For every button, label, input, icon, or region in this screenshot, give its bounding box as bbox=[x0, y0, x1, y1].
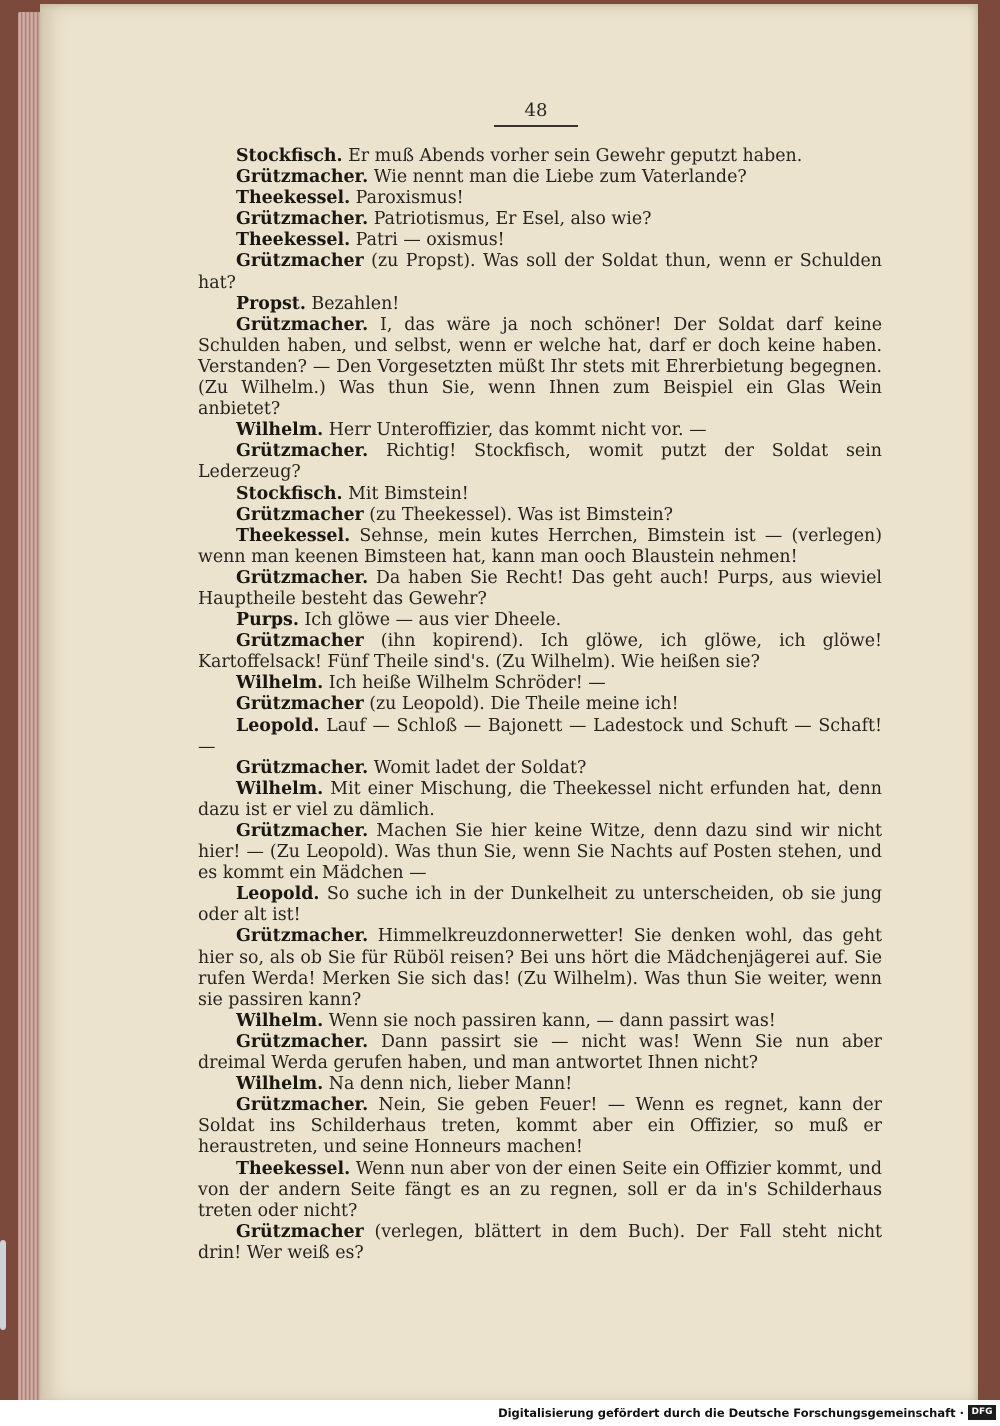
speech-text: Na denn nich, lieber Mann! bbox=[328, 1074, 573, 1095]
dialogue-paragraph bbox=[198, 1095, 882, 1158]
speaker-name: Wilhelm. bbox=[236, 1074, 324, 1095]
speech-text: I, das wäre ja noch schöner! Der Soldat darf keine Schulden haben, und selbst, wenn er welche hat, darf er doch keine haben. Verstanden? — Den Vorgesetzten müßt Ihr stets mit Ehrerbietung begegnen. (Zu Wilhelm.) Was thun Sie, wenn Ihnen zum Beispiel ein Glas Wein anbietet? bbox=[198, 314, 882, 420]
speaker-name: Grützmacher. bbox=[236, 821, 369, 841]
dialogue-paragraph bbox=[198, 251, 882, 293]
dialogue-paragraph bbox=[198, 167, 882, 188]
dialogue-paragraph bbox=[198, 526, 882, 568]
dialogue-paragraph bbox=[198, 1032, 882, 1074]
speech-text: Richtig! Stockfisch, womit putzt der Soldat sein Lederzeug? bbox=[198, 441, 882, 483]
speaker-name: Grützmacher bbox=[236, 694, 364, 715]
speaker-name: Grützmacher. bbox=[236, 1095, 369, 1116]
dialogue-paragraph bbox=[198, 146, 882, 167]
dialogue-paragraph bbox=[198, 294, 882, 315]
dialogue-paragraph bbox=[198, 441, 882, 483]
speech-text: Sehnse, mein kutes Herrchen, Bimstein ist — (verlegen) wenn man keenen Bimsteen hat, kann man ooch Blaustein nehmen! bbox=[198, 525, 882, 567]
speech-text: Machen Sie hier keine Witze, denn dazu sind wir nicht hier! — (Zu Leopold). Was thun Sie, wenn Sie Nachts auf Posten stehen, und es kommt ein Mädchen — bbox=[198, 821, 883, 884]
dialogue-paragraph bbox=[198, 188, 882, 209]
dfg-logo: DFG bbox=[968, 1405, 996, 1420]
dialogue-paragraph bbox=[198, 209, 882, 230]
speaker-name: Theekessel. bbox=[236, 1158, 351, 1179]
speech-text: Herr Unteroffizier, das kommt nicht vor. — bbox=[328, 420, 707, 441]
dialogue-paragraph bbox=[198, 230, 882, 251]
dialogue-paragraph bbox=[198, 1159, 882, 1222]
speech-text: (zu Theekessel). Was ist Bimstein? bbox=[369, 504, 673, 525]
speech-text: Wenn sie noch passiren kann, — dann passirt was! bbox=[328, 1010, 776, 1031]
speaker-name: Theekessel. bbox=[236, 188, 351, 209]
dialogue-paragraph bbox=[198, 758, 882, 779]
dialogue-text bbox=[198, 146, 882, 1264]
speaker-name: Stockfisch. bbox=[236, 483, 343, 504]
page-number: 48 bbox=[524, 100, 548, 121]
dialogue-paragraph bbox=[198, 926, 882, 1010]
speech-text: (zu Propst). Was soll der Soldat thun, wenn er Schulden hat? bbox=[198, 251, 882, 293]
dialogue-paragraph bbox=[198, 1011, 882, 1032]
speech-text: Himmelkreuzdonnerwetter! Sie denken wohl, das geht hier so, als ob Sie für Rüböl reisen? Bei uns hört die Mädchenjägerei auf. Sie rufen Werda! Merken Sie sich das! (Zu Wilhelm). Was thun Sie weiter, wenn sie passiren kann? bbox=[198, 926, 883, 1010]
speech-text: Ich glöwe — aus vier Dheele. bbox=[304, 610, 562, 631]
dialogue-paragraph bbox=[198, 484, 882, 505]
speech-text: Patriotismus, Er Esel, also wie? bbox=[373, 209, 652, 230]
dialogue-paragraph bbox=[198, 420, 882, 441]
speech-text: Er muß Abends vorher sein Gewehr geputzt haben. bbox=[348, 146, 803, 166]
speech-text: Wie nennt man die Liebe zum Vaterlande? bbox=[373, 167, 747, 188]
speaker-name: Grützmacher bbox=[236, 631, 364, 652]
speech-text: Nein, Sie geben Feuer! — Wenn es regnet, kann der Soldat ins Schilderhaus treten, kommt aber ein Offizier, so muß er heraustreten, und seine Honneurs machen! bbox=[198, 1095, 882, 1158]
speech-text: (verlegen, blättert in dem Buch). Der Fall steht nicht drin! Wer weiß es? bbox=[198, 1221, 883, 1263]
dialogue-paragraph bbox=[198, 1222, 882, 1264]
speech-text: (ihn kopirend). Ich glöwe, ich glöwe, ich glöwe! Kartoffelsack! Fünf Theile sind's. (Zu Wilhelm). Wie heißen sie? bbox=[198, 631, 883, 673]
speaker-name: Purps. bbox=[236, 610, 299, 631]
speaker-name: Stockfisch. bbox=[236, 146, 343, 166]
speaker-name: Grützmacher bbox=[236, 1221, 364, 1242]
credit-footer bbox=[0, 1400, 1000, 1426]
dialogue-paragraph bbox=[198, 315, 882, 420]
speaker-name: Wilhelm. bbox=[236, 420, 324, 441]
speaker-name: Grützmacher. bbox=[236, 926, 369, 947]
dialogue-paragraph bbox=[198, 884, 882, 926]
dialogue-paragraph bbox=[198, 1074, 882, 1095]
viewer-scrollbar[interactable] bbox=[0, 1240, 6, 1330]
dialogue-paragraph bbox=[198, 631, 882, 673]
dialogue-paragraph bbox=[198, 821, 882, 884]
speaker-name: Grützmacher. bbox=[236, 441, 369, 462]
speech-text: Ich heiße Wilhelm Schröder! — bbox=[328, 673, 606, 694]
dialogue-paragraph bbox=[198, 568, 882, 610]
speech-text: Dann passirt sie — nicht was! Wenn Sie nun aber dreimal Werda gerufen haben, und man antwortet Ihnen nicht? bbox=[198, 1031, 882, 1074]
speaker-name: Grützmacher. bbox=[236, 1031, 369, 1052]
speech-text: Bezahlen! bbox=[311, 293, 400, 314]
speech-text: Mit einer Mischung, die Theekessel nicht erfunden hat, denn dazu ist er viel zu dämlich. bbox=[198, 778, 883, 820]
dialogue-paragraph bbox=[198, 716, 882, 758]
speaker-name: Theekessel. bbox=[236, 230, 351, 251]
dialogue-paragraph bbox=[198, 779, 882, 821]
speech-text: Mit Bimstein! bbox=[348, 483, 469, 504]
speaker-name: Grützmacher bbox=[236, 504, 364, 525]
page-number-rule bbox=[494, 125, 578, 127]
speaker-name: Leopold. bbox=[236, 884, 320, 905]
speaker-name: Grützmacher. bbox=[236, 167, 369, 188]
speaker-name: Propst. bbox=[236, 293, 306, 314]
speaker-name: Grützmacher bbox=[236, 251, 364, 272]
speaker-name: Leopold. bbox=[236, 715, 320, 736]
speaker-name: Grützmacher. bbox=[236, 314, 369, 335]
speech-text: Womit ladet der Soldat? bbox=[373, 757, 587, 778]
speech-text: So suche ich in der Dunkelheit zu unterscheiden, ob sie jung oder alt ist! bbox=[198, 884, 882, 926]
dialogue-paragraph bbox=[198, 610, 882, 631]
speaker-name: Grützmacher. bbox=[236, 209, 369, 230]
speaker-name: Wilhelm. bbox=[236, 1010, 324, 1031]
speech-text: Da haben Sie Recht! Das geht auch! Purps, aus wieviel Hauptheile besteht das Gewehr? bbox=[198, 567, 882, 609]
speech-text: Paroxismus! bbox=[355, 188, 464, 209]
speech-text: Patri — oxismus! bbox=[355, 230, 505, 251]
dialogue-paragraph bbox=[198, 694, 882, 715]
speech-text: Lauf — Schloß — Bajonett — Ladestock und Schuft — Schaft! — bbox=[198, 715, 883, 757]
speaker-name: Grützmacher. bbox=[236, 757, 369, 778]
speaker-name: Wilhelm. bbox=[236, 778, 324, 799]
funding-credit: Digitalisierung gefördert durch die Deutsche Forschungsgemeinschaft · bbox=[498, 1406, 964, 1420]
speaker-name: Wilhelm. bbox=[236, 673, 324, 694]
speaker-name: Grützmacher. bbox=[236, 567, 369, 588]
speaker-name: Theekessel. bbox=[236, 525, 351, 546]
dialogue-paragraph bbox=[198, 505, 882, 526]
speech-text: (zu Leopold). Die Theile meine ich! bbox=[369, 694, 679, 715]
dialogue-paragraph bbox=[198, 673, 882, 694]
speech-text: Wenn nun aber von der einen Seite ein Offizier kommt, und von der andern Seite fängt es an zu regnen, soll er da in's Schilderhaus treten oder nicht? bbox=[198, 1158, 883, 1221]
